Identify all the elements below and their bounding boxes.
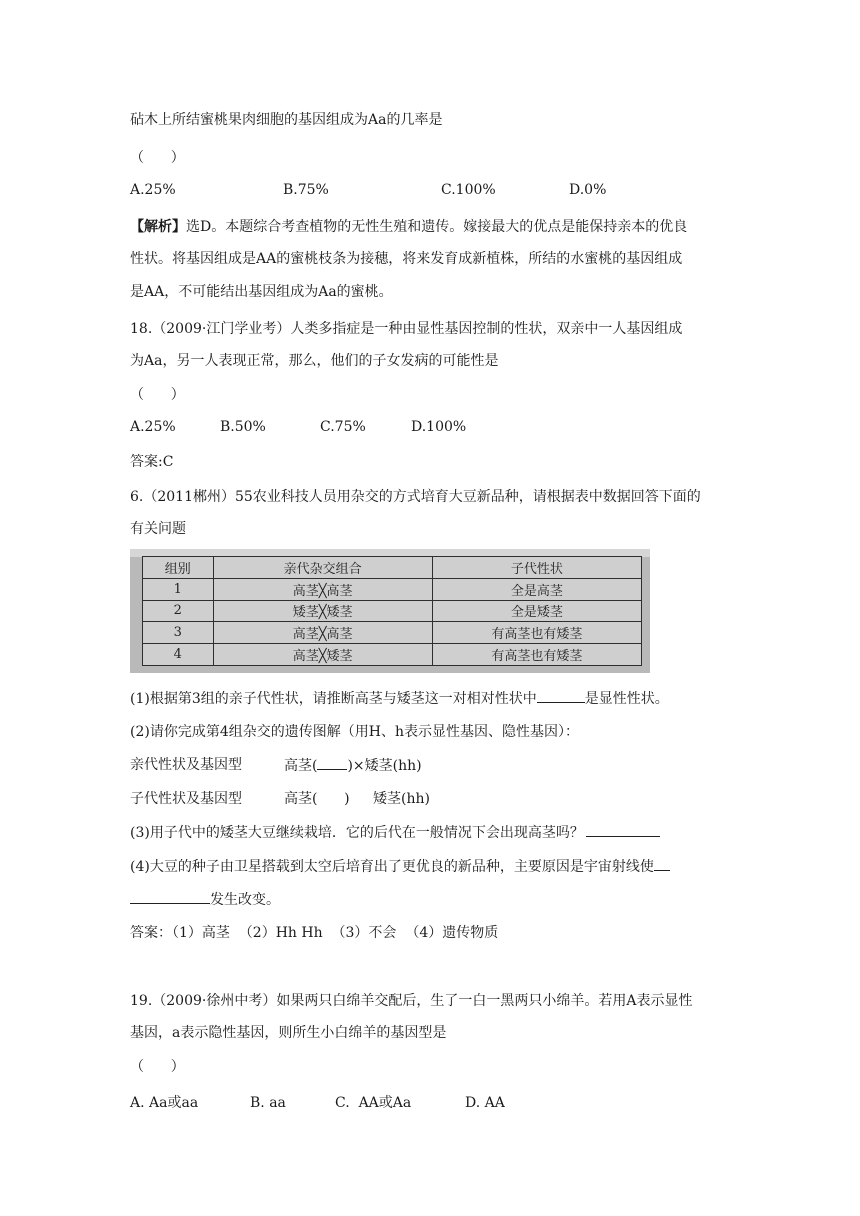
q17-option-b: B.75% xyxy=(283,182,329,198)
table-row xyxy=(143,644,642,666)
table-cell: 全是矮茎 xyxy=(432,600,641,622)
q6-table-image xyxy=(130,549,650,673)
table-header: 子代性状 xyxy=(432,557,641,579)
q17-analysis-line-1: 【解析】选D。本题综合考查植物的无性生殖和遗传。嫁接最大的优点是能保持亲本的优良 xyxy=(130,219,688,235)
q6-answer: 答案：（1）高茎 （2）Hh Hh （3）不会 （4）遗传物质 xyxy=(130,925,499,941)
table-row xyxy=(143,578,642,600)
answer-blank xyxy=(130,889,210,904)
q17-bracket: （ ） xyxy=(130,150,185,166)
table-cell: 1 xyxy=(143,578,214,600)
q6-sub4-line-2: 发生改变。 xyxy=(130,889,280,910)
q19-option-b: B. aa xyxy=(250,1095,286,1111)
child-label: 子代性状及基因型 xyxy=(130,791,242,807)
answer-blank xyxy=(654,856,670,871)
table-cell: 全是高茎 xyxy=(432,578,641,600)
q18-bracket: （ ） xyxy=(130,387,185,403)
table-header: 组别 xyxy=(143,557,214,579)
q18-stem-line-2: 为Aa，另一人表现正常，那么，他们的子女发病的可能性是 xyxy=(130,353,499,369)
child-genotype-short: 矮茎(hh) xyxy=(373,791,430,807)
q19-stem-line-2: 基因，a表示隐性基因，则所生小白绵羊的基因型是 xyxy=(130,1025,447,1041)
q17-option-c: C.100% xyxy=(441,182,496,198)
answer-blank xyxy=(586,822,660,837)
q17-stem: 砧木上所结蜜桃果肉细胞的基因组成为Aa的几率是 xyxy=(130,112,443,128)
child-genotype-tall: 高茎( ) xyxy=(284,791,350,807)
q6-stem-line-1: 6.（2011郴州）55农业科技人员用杂交的方式培育大豆新品种，请根据表中数据回答下面的 xyxy=(130,489,701,505)
parent-genotype: 高茎( )×矮茎(hh) xyxy=(284,755,422,776)
table-cell: 高茎╳高茎 xyxy=(213,622,432,644)
table-header-row xyxy=(143,557,642,579)
q6-sub3: (3)用子代中的矮茎大豆继续栽培．它的后代在一般情况下会出现高茎吗？ xyxy=(130,822,660,843)
table-cell: 4 xyxy=(143,644,214,666)
analysis-tag: 【解析】 xyxy=(130,219,186,235)
answer-blank xyxy=(317,755,347,770)
q18-answer: 答案:C xyxy=(130,454,174,470)
q19-stem-line-1: 19.（2009·徐州中考）如果两只白绵羊交配后，生了一白一黑两只小绵羊。若用A表示显性 xyxy=(130,993,693,1009)
q19-option-d: D. AA xyxy=(465,1095,505,1111)
q17-option-a: A.25% xyxy=(130,182,176,198)
q17-option-d: D.0% xyxy=(569,182,607,198)
q18-option-c: C.75% xyxy=(320,419,366,435)
table-row xyxy=(143,622,642,644)
q18-stem-line-1: 18.（2009·江门学业考）人类多指症是一种由显性基因控制的性状，双亲中一人基因组成 xyxy=(130,321,683,337)
q6-stem-line-2: 有关问题 xyxy=(130,521,186,537)
parent-label: 亲代性状及基因型 xyxy=(130,757,242,773)
table-header: 亲代杂交组合 xyxy=(213,557,432,579)
table-cell: 矮茎╳矮茎 xyxy=(213,600,432,622)
q6-table xyxy=(142,556,642,666)
table-row xyxy=(143,600,642,622)
table-cell: 2 xyxy=(143,600,214,622)
q19-option-c: C. AA或Aa xyxy=(335,1095,412,1111)
q19-bracket: （ ） xyxy=(130,1059,185,1075)
q18-option-d: D.100% xyxy=(411,419,467,435)
q17-analysis-line-3: 是AA，不可能结出基因组成为Aa的蜜桃。 xyxy=(130,284,393,300)
q18-option-b: B.50% xyxy=(220,419,266,435)
q17-analysis-line-2: 性状。将基因组成是AA的蜜桃枝条为接穗，将来发育成新植株，所结的水蜜桃的基因组成 xyxy=(130,251,683,267)
table-cell: 有高茎也有矮茎 xyxy=(432,622,641,644)
table-cell: 高茎╳高茎 xyxy=(213,578,432,600)
q19-option-a: A. Aa或aa xyxy=(130,1095,199,1111)
q6-sub1: (1)根据第3组的亲子代性状，请推断高茎与矮茎这一对相对性状中 是显性性状。 xyxy=(130,688,669,709)
table-cell: 有高茎也有矮茎 xyxy=(432,644,641,666)
q6-sub4-line-1: (4)大豆的种子由卫星搭载到太空后培育出了更优良的新品种，主要原因是宇宙射线使 xyxy=(130,856,670,877)
q6-sub2: (2)请你完成第4组杂交的遗传图解（用H、h表示显性基因、隐性基因）： xyxy=(130,724,579,740)
answer-blank xyxy=(537,688,585,703)
table-cell: 3 xyxy=(143,622,214,644)
table-cell: 高茎╳矮茎 xyxy=(213,644,432,666)
q18-option-a: A.25% xyxy=(130,419,176,435)
